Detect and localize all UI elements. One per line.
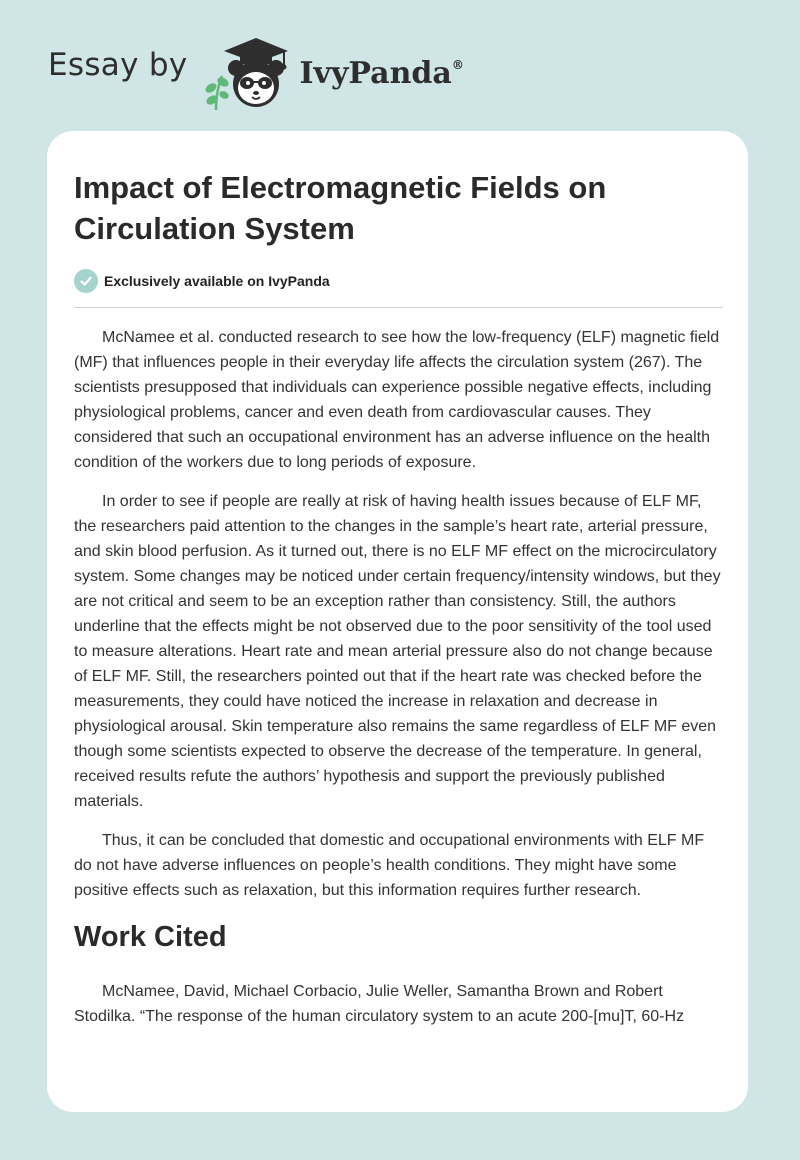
registered-mark: ® [451, 57, 464, 72]
exclusive-badge-label: Exclusively available on IvyPanda [104, 273, 330, 289]
brand-name[interactable] [300, 56, 464, 91]
paragraph: McNamee et al. conducted research to see how the low-frequency (ELF) magnetic field (MF) that influences people in their everyday life affects the circulation system (267). The scientists presupposed that individuals can experience possible negative effects, including physiological problems, cancer and even death from cardiovascular causes. They considered that such an occupational environment has an adverse influence on the health condition of the workers due to long periods of exposure. [74, 329, 720, 471]
brand-text: IvyPanda [299, 55, 452, 91]
essay-by-label: Essay by [48, 47, 188, 83]
works-cited-list [74, 979, 723, 1029]
essay-content [74, 131, 723, 1029]
essay-title: Impact of Electromagnetic Fields on Circulation System [74, 170, 607, 246]
essay-body [74, 325, 723, 903]
panda-logo-icon[interactable] [202, 32, 294, 112]
paragraph: Thus, it can be concluded that domestic and occupational environments with ELF MF do not have adverse influences on people’s health conditions. They might have some positive effects such as relaxation, but this information requires further research. [74, 832, 705, 899]
essay-card [47, 131, 748, 1112]
paragraph: In order to see if people are really at risk of having health issues because of ELF MF, the researchers paid attention to the changes in the sample’s heart rate, arterial pressure, and skin blood perfusion. As it turned out, there is no ELF MF effect on the microcirculatory system. Some changes may be noticed under certain frequency/intensity windows, but they are not critical and seem to be an exception rather than consistency. Still, the authors underline that the effects might be not observed due to the poor sensitivity of the tool used to measure alterations. Heart rate and mean arterial pressure also do not change because of ELF MF. Still, the researchers pointed out that if the heart rate was checked before the measurements, they could have noticed the increase in relaxation and decrease in physiological arousal. Skin temperature also remains the same regardless of ELF MF even though some scientists expected to observe the decrease of the temperature. In general, received results refute the authors’ hypothesis and support the previously published materials. [74, 493, 721, 810]
site-header [48, 32, 464, 112]
leaf-icon [203, 76, 229, 110]
exclusive-badge [74, 269, 723, 293]
citation-entry: McNamee, David, Michael Corbacio, Julie Weller, Samantha Brown and Robert Stodilka. “The response of the human circulatory system to an acute 200-[mu]T, 60-Hz [74, 983, 685, 1025]
check-icon [74, 269, 98, 293]
works-cited-heading: Work Cited [74, 921, 227, 953]
title-divider [74, 307, 723, 308]
